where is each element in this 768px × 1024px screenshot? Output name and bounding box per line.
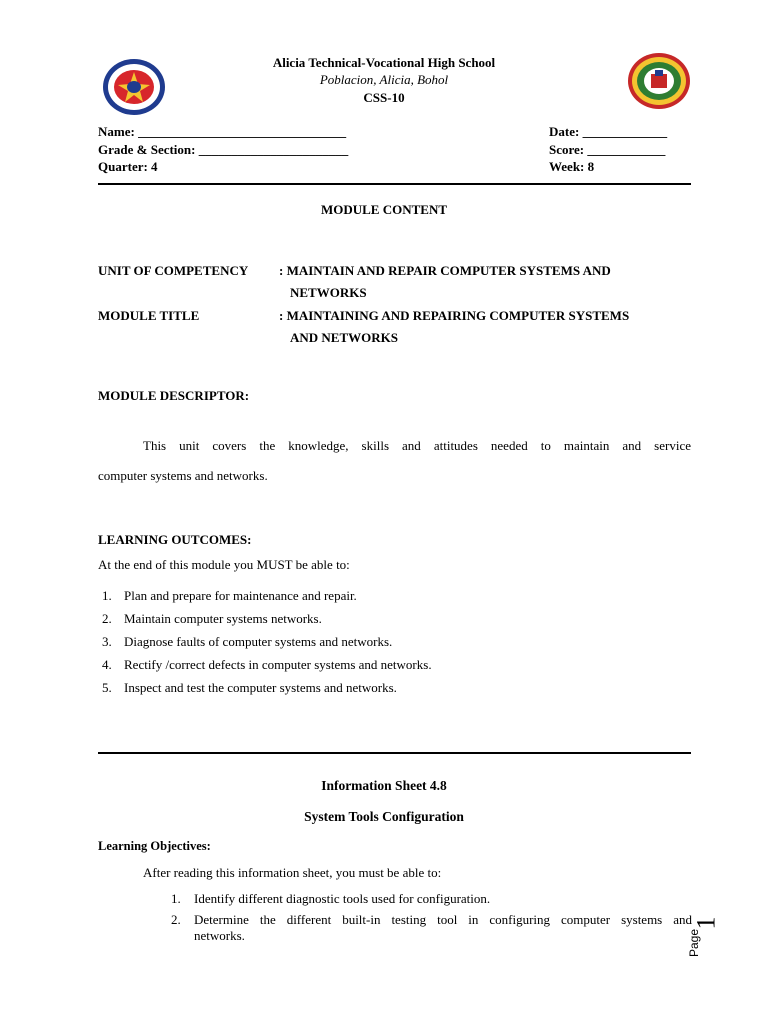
list-item <box>171 890 693 911</box>
header-divider <box>98 183 691 185</box>
list-item <box>102 653 432 676</box>
learning-objectives-intro: After reading this information sheet, you must be able to: <box>143 865 442 880</box>
list-text: Inspect and test the computer systems and networks. <box>124 680 397 695</box>
list-item <box>102 584 432 607</box>
list-text: Diagnose faults of computer systems and networks. <box>124 634 393 649</box>
week-label: Week: 8 <box>549 159 595 174</box>
list-number: 5. <box>102 680 112 695</box>
module-descriptor-text: This unit covers the knowledge, skills and attitudes needed to maintain and service <box>143 438 691 453</box>
learning-outcomes-heading: LEARNING OUTCOMES: <box>98 532 252 547</box>
learning-outcomes-intro: At the end of this module you MUST be able to: <box>98 557 350 572</box>
list-number: 3. <box>102 634 112 649</box>
module-title-value: : MAINTAINING AND REPAIRING COMPUTER SYSTEMS <box>279 308 630 323</box>
list-item <box>102 676 432 699</box>
module-descriptor-heading: MODULE DESCRIPTOR: <box>98 388 250 403</box>
module-title-label: MODULE TITLE <box>98 308 200 323</box>
unit-of-competency-label: UNIT OF COMPETENCY <box>98 263 249 278</box>
learning-objectives-list <box>171 890 693 945</box>
list-text: Determine the different built-in testing tool in configuring computer systems and <box>194 912 692 927</box>
section-divider <box>98 752 691 754</box>
information-sheet-title: Information Sheet 4.8 <box>321 778 447 793</box>
list-item <box>171 911 693 945</box>
list-text: Plan and prepare for maintenance and repair. <box>124 588 357 603</box>
school-name: Alicia Technical-Vocational High School <box>272 55 496 70</box>
quarter-label: Quarter: 4 <box>98 159 158 174</box>
subject-code: CSS-10 <box>363 90 405 105</box>
page-number-marker <box>688 918 728 962</box>
grade-section-field-label: Grade & Section: _______________________ <box>98 142 349 157</box>
list-number: 4. <box>102 657 112 672</box>
unit-of-competency-value-cont: NETWORKS <box>290 285 367 300</box>
learning-objectives-heading: Learning Objectives: <box>98 839 211 853</box>
module-descriptor-text-cont: computer systems and networks. <box>98 468 268 483</box>
list-text: Maintain computer systems networks. <box>124 611 322 626</box>
learning-outcomes-list <box>102 584 432 699</box>
page-number: 1 <box>691 916 721 930</box>
score-field-label: Score: ____________ <box>549 142 666 157</box>
list-text: Rectify /correct defects in computer systems and networks. <box>124 657 432 672</box>
list-number: 1. <box>171 891 181 906</box>
list-text: Identify different diagnostic tools used for configuration. <box>194 891 491 906</box>
list-text-cont: networks. <box>194 928 245 943</box>
school-address: Poblacion, Alicia, Bohol <box>319 72 449 87</box>
page-word: Page <box>687 928 702 958</box>
list-item <box>102 607 432 630</box>
information-sheet-subtitle: System Tools Configuration <box>304 809 464 824</box>
list-number: 2. <box>171 912 181 927</box>
name-field-label: Name: ________________________________ <box>98 124 347 139</box>
module-content-heading: MODULE CONTENT <box>320 202 448 217</box>
module-title-value-cont: AND NETWORKS <box>290 330 398 345</box>
unit-of-competency-value: : MAINTAIN AND REPAIR COMPUTER SYSTEMS AND <box>279 263 611 278</box>
list-item <box>102 630 432 653</box>
list-number: 2. <box>102 611 112 626</box>
list-number: 1. <box>102 588 112 603</box>
date-field-label: Date: _____________ <box>549 124 668 139</box>
